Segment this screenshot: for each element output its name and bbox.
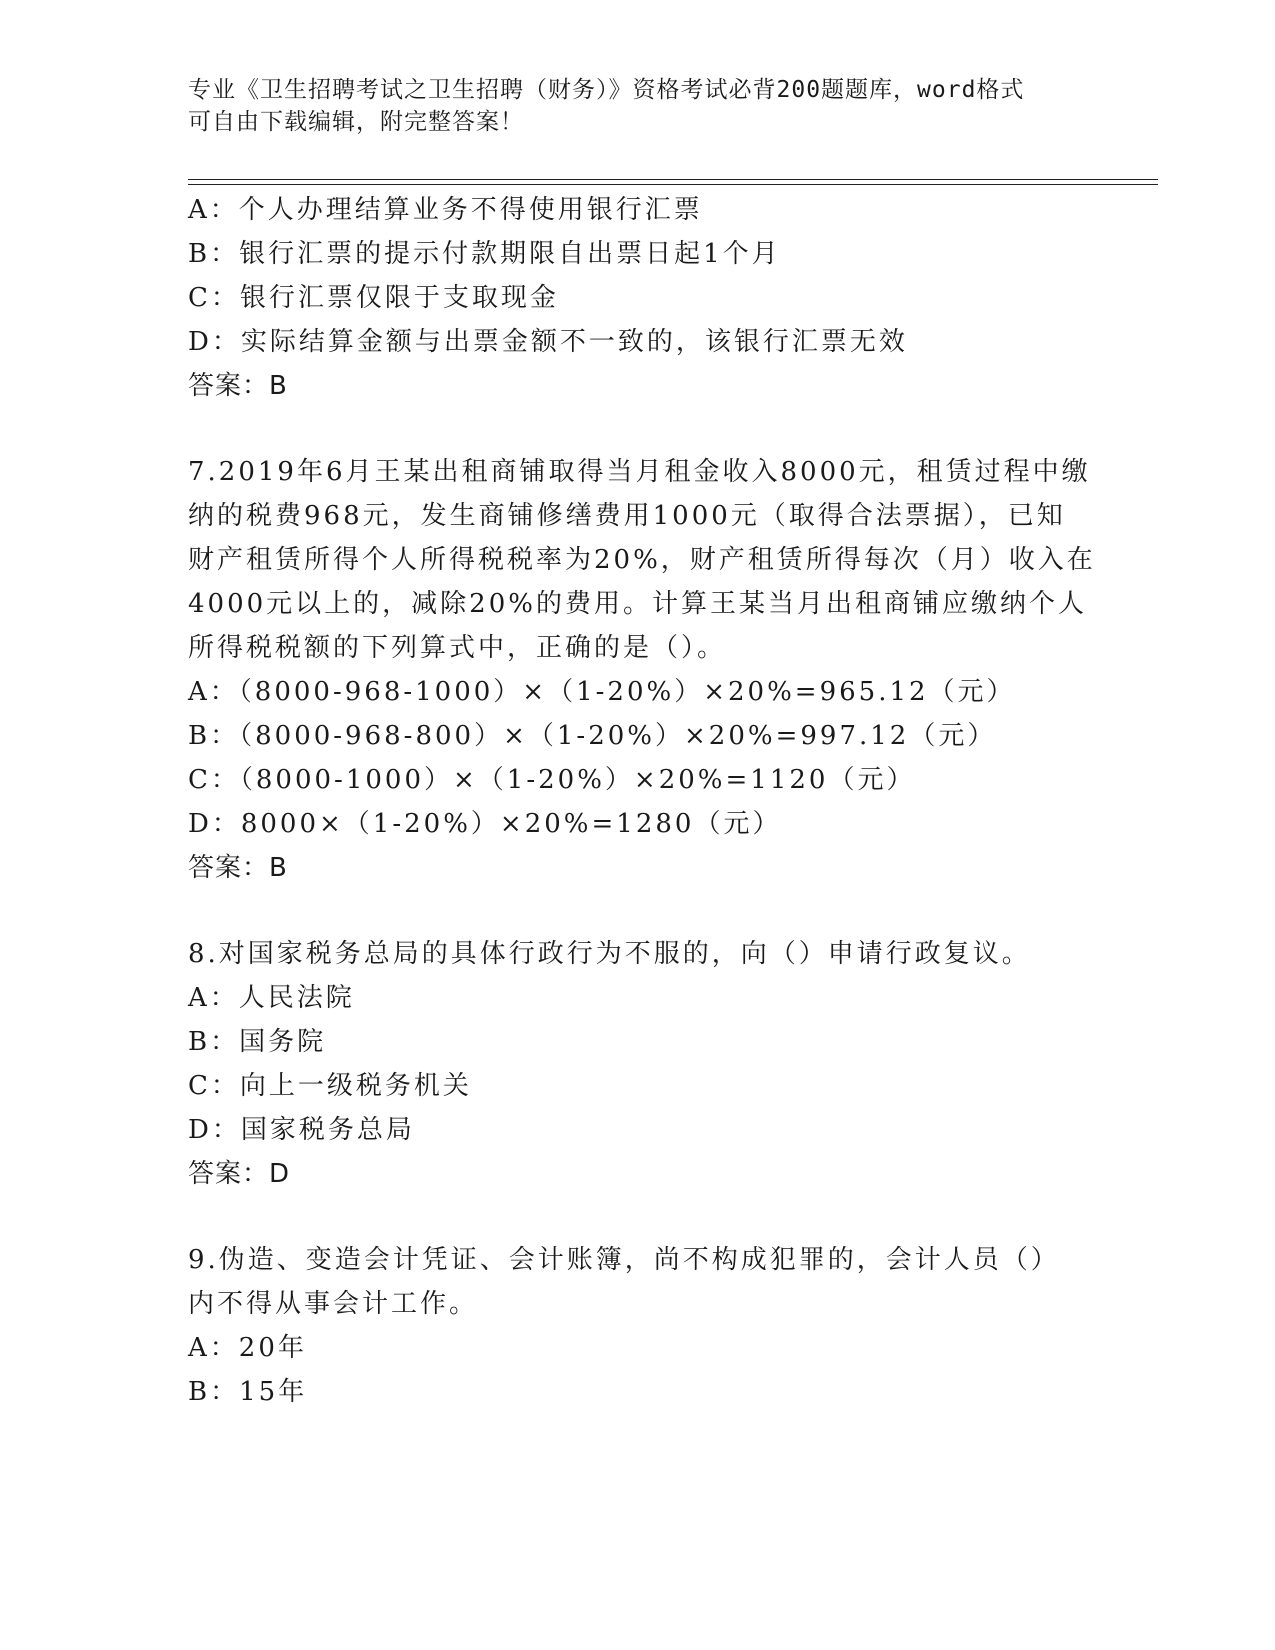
q6-option-d: D：实际结算金额与出票金额不一致的，该银行汇票无效 bbox=[188, 327, 908, 357]
q8-stem-line-1: 8.对国家税务总局的具体行政行为不服的，向（）申请行政复议。 bbox=[188, 939, 1031, 969]
header-rule-bottom bbox=[188, 184, 1158, 185]
q6-option-c: C：银行汇票仅限于支取现金 bbox=[188, 283, 559, 313]
q8-option-c: C：向上一级税务机关 bbox=[188, 1071, 472, 1101]
q6-answer: 答案：B bbox=[188, 371, 288, 401]
q7-option-b: B：（8000-968-800）×（1-20%）×20%=997.12（元） bbox=[188, 721, 997, 751]
q7-stem-line-2: 纳的税费968元，发生商铺修缮费用1000元（取得合法票据），已知 bbox=[188, 501, 1066, 531]
q7-stem-line-4: 4000元以上的，减除20%的费用。计算王某当月出租商铺应缴纳个人 bbox=[188, 589, 1087, 619]
q7-stem-line-3: 财产租赁所得个人所得税税率为20%，财产租赁所得每次（月）收入在 bbox=[188, 545, 1096, 575]
header-line-2: 可自由下载编辑，附完整答案！ bbox=[188, 109, 524, 135]
q8-option-d: D：国家税务总局 bbox=[188, 1115, 415, 1145]
document-header bbox=[188, 74, 1088, 138]
header-line-1: 专业《卫生招聘考试之卫生招聘（财务）》资格考试必背200题题库，word格式 bbox=[188, 77, 1025, 103]
q7-answer: 答案：B bbox=[188, 853, 288, 883]
q7-option-a: A：（8000-968-1000）×（1-20%）×20%=965.12（元） bbox=[188, 677, 1016, 707]
header-rule-top bbox=[188, 179, 1158, 180]
q7-stem-line-5: 所得税税额的下列算式中，正确的是（）。 bbox=[188, 633, 727, 663]
q8-option-b: B：国务院 bbox=[188, 1027, 327, 1057]
q8-answer: 答案：D bbox=[188, 1159, 291, 1189]
q7-option-c: C：（8000-1000）×（1-20%）×20%=1120（元） bbox=[188, 765, 916, 795]
q7-stem-line-1: 7.2019年6月王某出租商铺取得当月租金收入8000元，租赁过程中缴 bbox=[188, 457, 1091, 487]
q7-option-d: D：8000×（1-20%）×20%=1280（元） bbox=[188, 809, 782, 839]
q9-option-b: B：15年 bbox=[188, 1377, 308, 1407]
q8-option-a: A：人民法院 bbox=[188, 983, 355, 1013]
q9-option-a: A：20年 bbox=[188, 1333, 307, 1363]
q6-option-b: B：银行汇票的提示付款期限自出票日起1个月 bbox=[188, 239, 781, 269]
q6-option-a: A：个人办理结算业务不得使用银行汇票 bbox=[188, 195, 703, 225]
q9-stem-line-2: 内不得从事会计工作。 bbox=[188, 1289, 479, 1319]
q9-stem-line-1: 9.伪造、变造会计凭证、会计账簿，尚不构成犯罪的，会计人员（） bbox=[188, 1245, 1060, 1275]
